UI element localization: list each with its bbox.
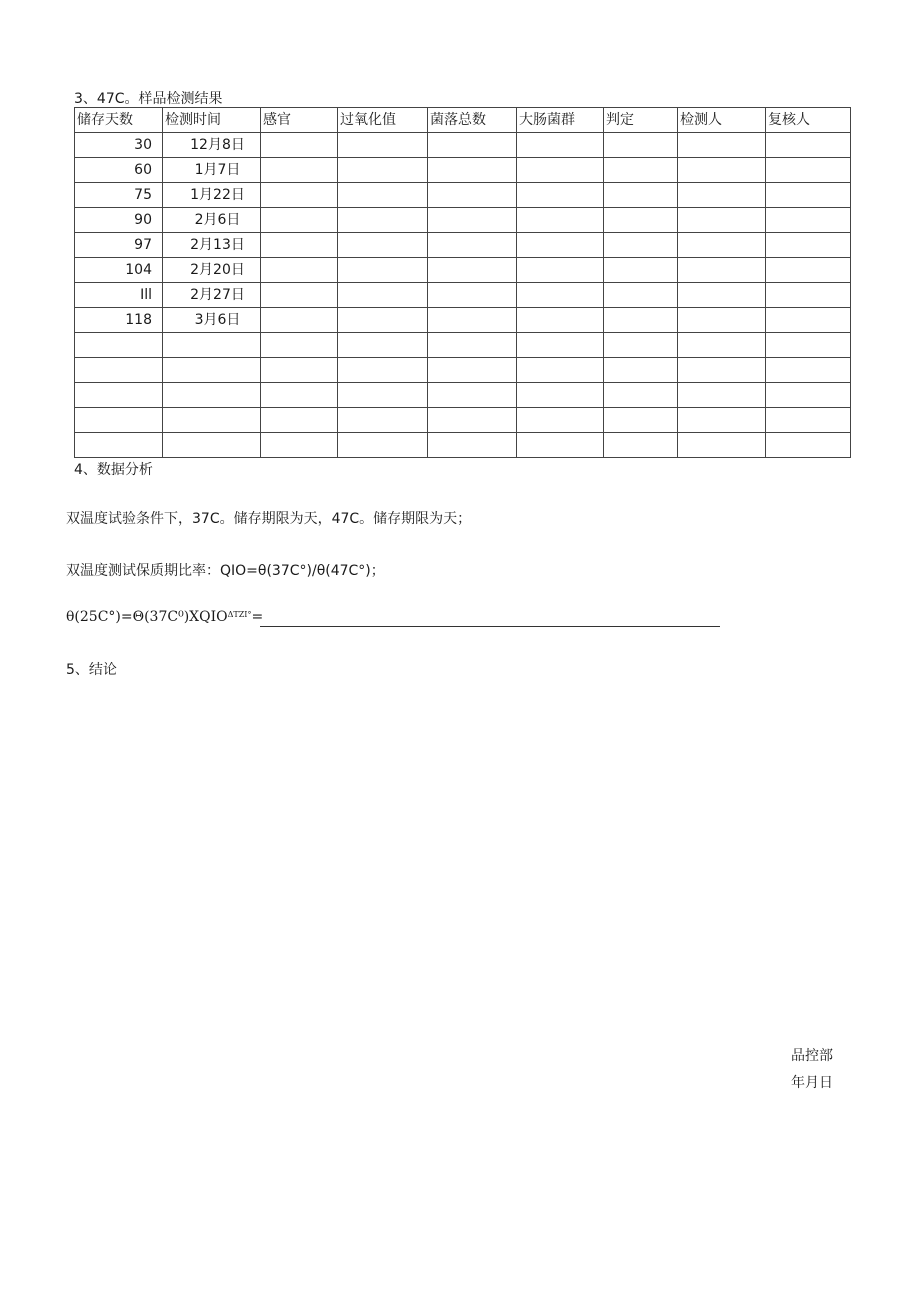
test-date-cell	[163, 433, 261, 458]
table-row	[75, 258, 851, 283]
storage-days-cell: 97	[75, 233, 163, 258]
table-row	[75, 408, 851, 433]
test-date-cell: 2月27日	[163, 283, 261, 308]
column-header: 储存天数	[75, 108, 163, 133]
blank-result-cell	[766, 333, 851, 358]
blank-result-cell	[428, 258, 517, 283]
blank-result-cell	[428, 308, 517, 333]
blank-result-cell	[678, 283, 766, 308]
blank-result-cell	[338, 333, 428, 358]
column-header: 判定	[604, 108, 678, 133]
blank-result-cell	[338, 208, 428, 233]
test-date-cell	[163, 333, 261, 358]
blank-result-cell	[766, 208, 851, 233]
formula-superscript: ΔTZI°	[227, 610, 252, 619]
storage-days-cell	[75, 408, 163, 433]
blank-result-cell	[604, 233, 678, 258]
blank-result-cell	[766, 283, 851, 308]
blank-result-cell	[604, 258, 678, 283]
test-date-cell: 3月6日	[163, 308, 261, 333]
blank-result-cell	[261, 358, 338, 383]
blank-result-cell	[517, 258, 604, 283]
table-body	[75, 133, 851, 458]
table-row	[75, 333, 851, 358]
blank-result-cell	[678, 333, 766, 358]
blank-result-cell	[428, 333, 517, 358]
storage-days-cell	[75, 433, 163, 458]
blank-result-cell	[261, 433, 338, 458]
blank-result-cell	[338, 258, 428, 283]
blank-result-cell	[428, 383, 517, 408]
blank-result-cell	[338, 408, 428, 433]
storage-days-cell: 90	[75, 208, 163, 233]
blank-result-cell	[261, 133, 338, 158]
header-row	[75, 108, 851, 133]
blank-result-cell	[428, 283, 517, 308]
blank-result-cell	[428, 183, 517, 208]
blank-result-cell	[766, 133, 851, 158]
storage-days-cell	[75, 383, 163, 408]
blank-result-cell	[338, 283, 428, 308]
blank-result-cell	[678, 358, 766, 383]
shelf-life-formula	[66, 609, 263, 625]
formula-answer-line	[260, 626, 720, 627]
blank-result-cell	[766, 408, 851, 433]
blank-result-cell	[338, 358, 428, 383]
blank-result-cell	[604, 433, 678, 458]
test-date-cell	[163, 383, 261, 408]
table-row	[75, 133, 851, 158]
blank-result-cell	[604, 408, 678, 433]
signature-department: 品控部	[791, 1048, 833, 1064]
storage-days-cell: 30	[75, 133, 163, 158]
section-5-title: 5、结论	[66, 662, 117, 678]
section-4-title: 4、数据分析	[74, 462, 153, 478]
blank-result-cell	[261, 158, 338, 183]
analysis-line-2: 双温度测试保质期比率：QIO=θ(37C°)/θ(47C°)；	[66, 563, 385, 579]
blank-result-cell	[604, 158, 678, 183]
column-header: 菌落总数	[428, 108, 517, 133]
blank-result-cell	[678, 383, 766, 408]
column-header: 检测时间	[163, 108, 261, 133]
blank-result-cell	[604, 208, 678, 233]
blank-result-cell	[517, 233, 604, 258]
table-row	[75, 358, 851, 383]
blank-result-cell	[678, 158, 766, 183]
blank-result-cell	[338, 383, 428, 408]
blank-result-cell	[678, 258, 766, 283]
table-row	[75, 183, 851, 208]
blank-result-cell	[678, 433, 766, 458]
storage-days-cell: 75	[75, 183, 163, 208]
blank-result-cell	[766, 233, 851, 258]
blank-result-cell	[261, 408, 338, 433]
blank-result-cell	[517, 383, 604, 408]
column-header: 大肠菌群	[517, 108, 604, 133]
blank-result-cell	[678, 183, 766, 208]
blank-result-cell	[338, 183, 428, 208]
blank-result-cell	[261, 383, 338, 408]
storage-days-cell: 104	[75, 258, 163, 283]
blank-result-cell	[517, 208, 604, 233]
blank-result-cell	[428, 158, 517, 183]
column-header: 过氧化值	[338, 108, 428, 133]
blank-result-cell	[678, 233, 766, 258]
analysis-line-1: 双温度试验条件下，37C。储存期限为天，47C。储存期限为天；	[66, 511, 472, 527]
blank-result-cell	[678, 408, 766, 433]
formula-main: θ(25C°)=Θ(37C⁰)XQIO	[66, 609, 228, 625]
test-date-cell	[163, 408, 261, 433]
blank-result-cell	[428, 208, 517, 233]
table-row	[75, 283, 851, 308]
blank-result-cell	[261, 233, 338, 258]
formula-equals: =	[251, 609, 264, 625]
blank-result-cell	[517, 358, 604, 383]
blank-result-cell	[338, 133, 428, 158]
blank-result-cell	[428, 133, 517, 158]
blank-result-cell	[338, 308, 428, 333]
blank-result-cell	[678, 208, 766, 233]
table-row	[75, 158, 851, 183]
blank-result-cell	[604, 283, 678, 308]
storage-days-cell: Ill	[75, 283, 163, 308]
blank-result-cell	[428, 233, 517, 258]
blank-result-cell	[338, 433, 428, 458]
blank-result-cell	[766, 433, 851, 458]
test-date-cell: 12月8日	[163, 133, 261, 158]
blank-result-cell	[766, 158, 851, 183]
blank-result-cell	[517, 433, 604, 458]
blank-result-cell	[678, 133, 766, 158]
blank-result-cell	[517, 308, 604, 333]
blank-result-cell	[766, 308, 851, 333]
blank-result-cell	[766, 258, 851, 283]
blank-result-cell	[517, 133, 604, 158]
test-date-cell: 1月7日	[163, 158, 261, 183]
blank-result-cell	[517, 183, 604, 208]
blank-result-cell	[428, 433, 517, 458]
signature-date: 年月日	[791, 1075, 833, 1091]
storage-days-cell	[75, 333, 163, 358]
storage-days-cell	[75, 358, 163, 383]
blank-result-cell	[604, 358, 678, 383]
table-row	[75, 208, 851, 233]
test-date-cell: 1月22日	[163, 183, 261, 208]
blank-result-cell	[766, 358, 851, 383]
blank-result-cell	[766, 383, 851, 408]
table-row	[75, 383, 851, 408]
blank-result-cell	[428, 358, 517, 383]
blank-result-cell	[261, 308, 338, 333]
test-date-cell: 2月20日	[163, 258, 261, 283]
test-date-cell	[163, 358, 261, 383]
blank-result-cell	[604, 308, 678, 333]
blank-result-cell	[261, 283, 338, 308]
blank-result-cell	[604, 133, 678, 158]
blank-result-cell	[517, 158, 604, 183]
blank-result-cell	[261, 258, 338, 283]
blank-result-cell	[261, 333, 338, 358]
table-header	[75, 108, 851, 133]
blank-result-cell	[517, 333, 604, 358]
section-3-title: 3、47C。样品检测结果	[74, 91, 223, 107]
results-table	[74, 107, 851, 458]
column-header: 复核人	[766, 108, 851, 133]
blank-result-cell	[338, 158, 428, 183]
column-header: 检测人	[678, 108, 766, 133]
blank-result-cell	[517, 408, 604, 433]
blank-result-cell	[261, 183, 338, 208]
table-row	[75, 433, 851, 458]
storage-days-cell: 60	[75, 158, 163, 183]
table-row	[75, 233, 851, 258]
blank-result-cell	[338, 233, 428, 258]
blank-result-cell	[604, 383, 678, 408]
blank-result-cell	[517, 283, 604, 308]
blank-result-cell	[678, 308, 766, 333]
blank-result-cell	[604, 183, 678, 208]
test-date-cell: 2月6日	[163, 208, 261, 233]
blank-result-cell	[261, 208, 338, 233]
storage-days-cell: 118	[75, 308, 163, 333]
blank-result-cell	[766, 183, 851, 208]
column-header: 感官	[261, 108, 338, 133]
test-date-cell: 2月13日	[163, 233, 261, 258]
blank-result-cell	[428, 408, 517, 433]
blank-result-cell	[604, 333, 678, 358]
table-row	[75, 308, 851, 333]
